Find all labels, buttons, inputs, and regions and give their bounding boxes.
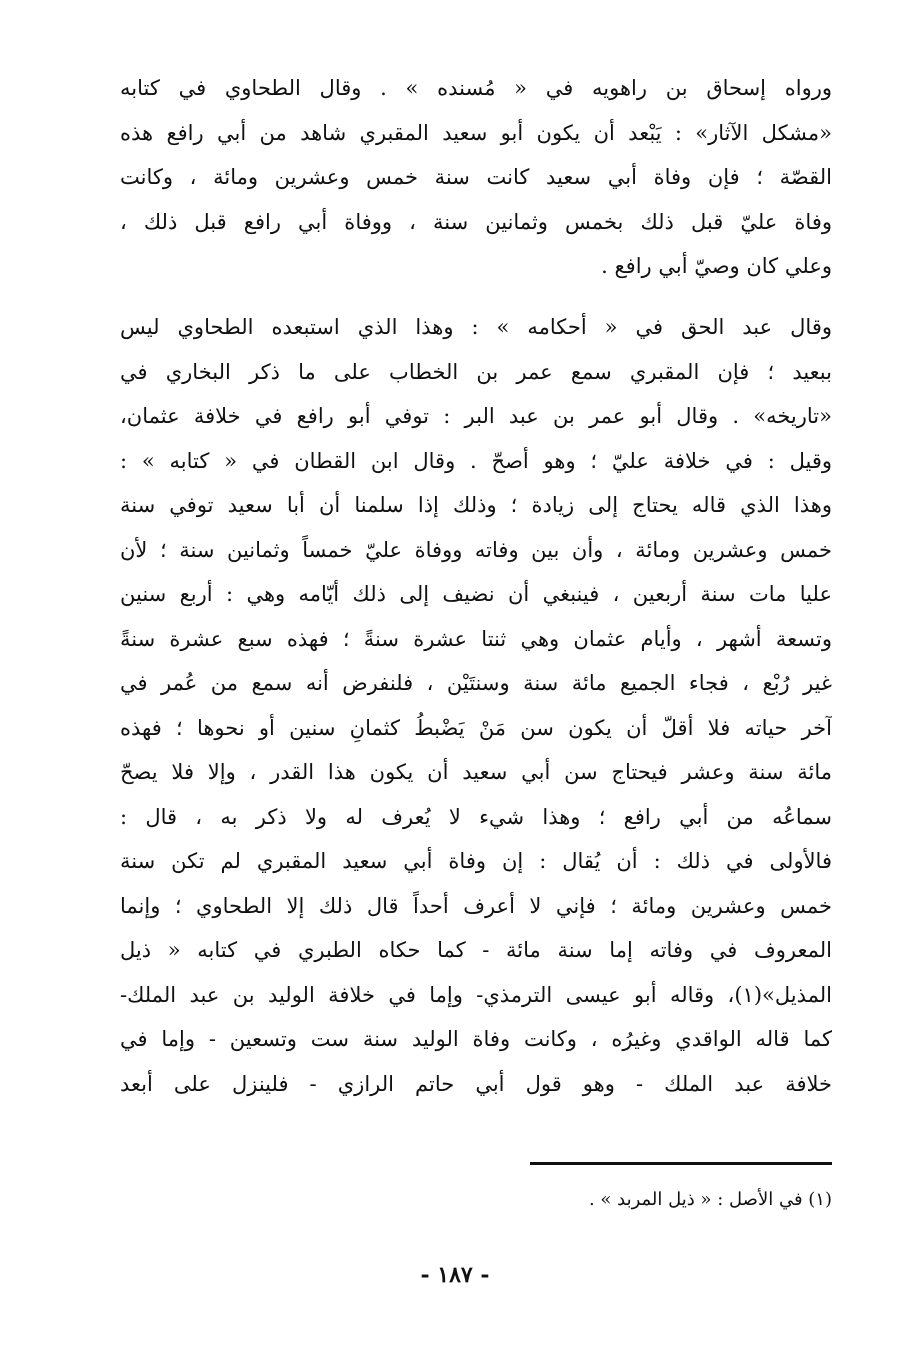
text-line: مائة سنة وعشر فيحتاج سن أبي سعيد أن يكون هذا القدر ، وإلا فلا يصحّ xyxy=(120,760,832,784)
text-line: المعروف في وفاته إما سنة مائة - كما حكاه الطبري في كتابه « ذيل xyxy=(120,938,832,962)
text-line: ببعيد ؛ فإن المقبري سمع عمر بن الخطاب على ما ذكر البخاري في xyxy=(120,359,832,384)
text-line: وقيل : في خلافة عليّ ؛ وهو أصحّ . وقال ابن القطان في « كتابه » : xyxy=(120,448,832,473)
text-line: كما قاله الواقدي وغيرُه ، وكانت وفاة الوليد سنة ست وتسعين - وإما في xyxy=(120,1027,832,1051)
text-line: فالأولى في ذلك : أن يُقال : إن وفاة أبي سعيد المقبري لم تكن سنة xyxy=(120,849,832,873)
text-line: وتسعة أشهر ، وأيام عثمان وهي ثنتا عشرة سنةً ؛ فهذه سبع عشرة سنةً xyxy=(120,626,832,651)
text-line: وهذا الذي قاله يحتاج إلى زيادة ؛ وذلك إذا سلمنا أن أبا سعيد توفي سنة xyxy=(120,493,832,517)
text-line: آخر حياته فلا أقلّ أن يكون سن مَنْ يَضْبطُ كثمانِ سنين أو نحوها ؛ فهذه xyxy=(120,715,832,740)
text-line: المذيل»(١)، وقاله أبو عيسى الترمذي- وإما في خلافة الوليد بن عبد الملك- xyxy=(120,982,832,1007)
text-line: «تاريخه» . وقال أبو عمر بن عبد البر : توفي أبو رافع في خلافة عثمان، xyxy=(120,404,832,428)
paragraph-2 xyxy=(120,305,832,1106)
text-line: وفاة عليّ قبل ذلك بخمس وثمانين سنة ، ووفاة أبي رافع قبل ذلك ، xyxy=(120,209,832,234)
page-number: - ١٨٧ - xyxy=(420,1262,490,1288)
text-line: خلافة عبد الملك - وهو قول أبي حاتم الرازي - فلينزل على أبعد xyxy=(120,1071,832,1096)
paragraph-1 xyxy=(120,66,832,289)
text-line: ورواه إسحاق بن راهويه في « مُسنده » . وقال الطحاوي في كتابه xyxy=(120,76,832,100)
text-line: عليا مات سنة أربعين ، فينبغي أن نضيف إلى ذلك أيّامه وهي : أربع سنين xyxy=(120,582,832,606)
footnote-divider xyxy=(530,1162,832,1165)
text-line: وقال عبد الحق في « أحكامه » : وهذا الذي استبعده الطحاوي ليس xyxy=(120,315,832,339)
text-line: «مشكل الآثار» : يَبْعد أن يكون أبو سعيد المقبري شاهد من أبي رافع هذه xyxy=(120,120,832,145)
text-line: وعلي كان وصيّ أبي رافع . xyxy=(601,254,832,278)
text-line: غير رُبْع ، فجاء الجميع مائة سنة وسنتَيْن ، فلنفرض أنه سمع من عُمر في xyxy=(120,671,832,695)
text-line: سماعُه من أبي رافع ؛ وهذا شيء لا يُعرف له ولا ذكر به ، قال : xyxy=(120,804,832,829)
text-line: القصّة ؛ فإن وفاة أبي سعيد كانت سنة خمس وعشرين ومائة ، وكانت xyxy=(120,165,832,189)
text-line: خمس وعشرين ومائة ؛ فإني لا أعرف أحداً قال ذلك إلا الطحاوي ؛ وإنما xyxy=(120,893,832,918)
footnote: (١) في الأصل : « ذيل المربد » . xyxy=(588,1189,832,1210)
text-line: خمس وعشرين ومائة ، وأن بين وفاته ووفاة عليّ خمساً وثمانين سنة ؛ لأن xyxy=(120,537,832,562)
